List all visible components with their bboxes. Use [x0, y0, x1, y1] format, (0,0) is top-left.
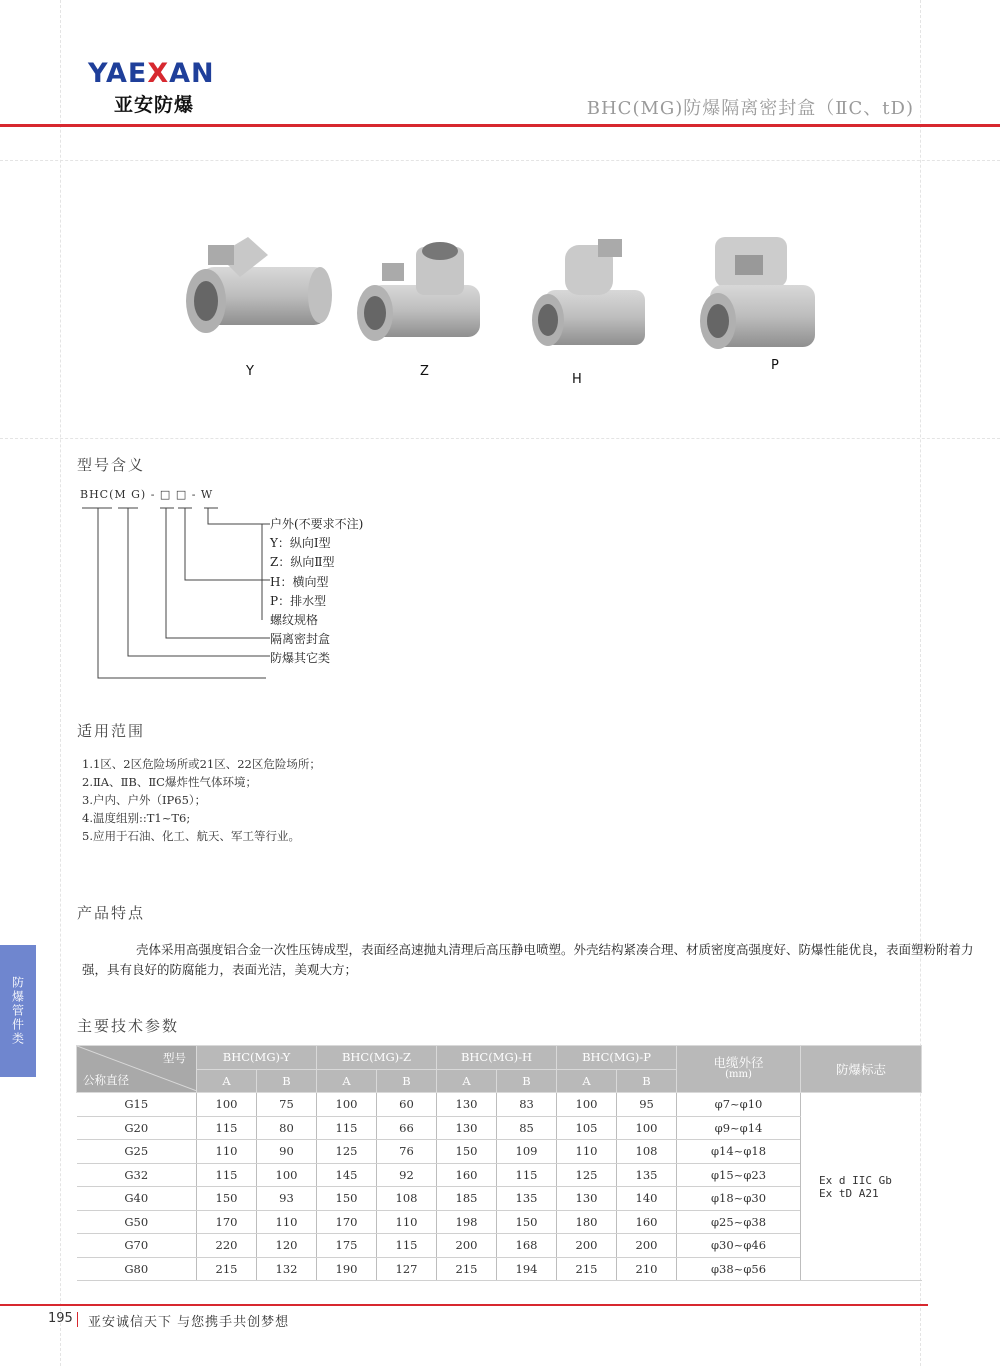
- cable-header-unit: (mm): [725, 1069, 752, 1080]
- table-cell: 200: [437, 1234, 497, 1258]
- model-header: BHC(MG)-Z: [317, 1046, 437, 1070]
- table-cell: 132: [257, 1257, 317, 1281]
- legend-item: 隔离密封盒: [270, 632, 331, 647]
- sub-header-a: A: [557, 1069, 617, 1093]
- table-cell: 108: [617, 1140, 677, 1164]
- cable-header: [677, 1046, 801, 1093]
- table-cell: 115: [317, 1116, 377, 1140]
- table-cell: G25: [77, 1140, 197, 1164]
- document-title: BHC(MG)防爆隔离密封盒（ⅡC、tD): [586, 98, 914, 119]
- table-cell: 66: [377, 1116, 437, 1140]
- table-cell: φ30~φ46: [677, 1234, 801, 1258]
- table-row: [77, 1187, 922, 1211]
- section-title-specs: 主要技术参数: [77, 1017, 180, 1035]
- table-cell: 150: [317, 1187, 377, 1211]
- table-cell: φ7~φ10: [677, 1093, 801, 1117]
- table-row: [77, 1140, 922, 1164]
- scope-item: 4.温度组别::T1~T6;: [82, 811, 191, 825]
- table-row: [77, 1093, 922, 1117]
- table-cell: G40: [77, 1187, 197, 1211]
- model-legend: [270, 515, 363, 669]
- table-cell: 75: [257, 1093, 317, 1117]
- table-cell: φ25~φ38: [677, 1210, 801, 1234]
- table-cell: 140: [617, 1187, 677, 1211]
- section-title-model: 型号含义: [77, 456, 146, 474]
- table-cell: 80: [257, 1116, 317, 1140]
- page-number: 195: [48, 1311, 73, 1326]
- model-header: BHC(MG)-H: [437, 1046, 557, 1070]
- table-cell: 168: [497, 1234, 557, 1258]
- table-row: [77, 1116, 922, 1140]
- legend-item: H：横向型: [270, 574, 329, 589]
- table-cell: 130: [437, 1116, 497, 1140]
- features-text: [82, 940, 982, 980]
- table-cell: 180: [557, 1210, 617, 1234]
- table-cell: 115: [197, 1116, 257, 1140]
- table-cell: φ18~φ30: [677, 1187, 801, 1211]
- table-cell: 215: [557, 1257, 617, 1281]
- footer-slogan: 亚安诚信天下 与您携手共创梦想: [88, 1315, 290, 1330]
- table-cell: G32: [77, 1163, 197, 1187]
- table-cell: 90: [257, 1140, 317, 1164]
- legend-item: P：排水型: [270, 593, 327, 608]
- table-cell: 150: [497, 1210, 557, 1234]
- table-cell: φ14~φ18: [677, 1140, 801, 1164]
- table-cell: 110: [197, 1140, 257, 1164]
- cable-header-label: 电缆外径: [713, 1055, 764, 1070]
- crop-guide: [60, 0, 61, 1366]
- table-cell: φ15~φ23: [677, 1163, 801, 1187]
- corner-bottom-label: 公称直径: [83, 1073, 129, 1087]
- model-header: BHC(MG)-P: [557, 1046, 677, 1070]
- sub-header-b: B: [617, 1069, 677, 1093]
- mark-header: 防爆标志: [801, 1046, 922, 1093]
- section-title-features: 产品特点: [77, 904, 146, 922]
- table-cell: 150: [437, 1140, 497, 1164]
- table-cell: φ9~φ14: [677, 1116, 801, 1140]
- sub-header-b: B: [377, 1069, 437, 1093]
- table-cell: 125: [317, 1140, 377, 1164]
- table-cell: 175: [317, 1234, 377, 1258]
- legend-item: 户外(不要求不注): [270, 517, 364, 531]
- table-cell: G70: [77, 1234, 197, 1258]
- table-cell: 145: [317, 1163, 377, 1187]
- table-cell: 125: [557, 1163, 617, 1187]
- table-cell: 150: [197, 1187, 257, 1211]
- table-cell: 115: [197, 1163, 257, 1187]
- scope-item: 2.ⅡA、ⅡB、ⅡC爆炸性气体环境；: [82, 775, 257, 789]
- table-cell: 185: [437, 1187, 497, 1211]
- scope-item: 5.应用于石油、化工、航天、军工等行业。: [82, 829, 300, 843]
- table-cell: 215: [437, 1257, 497, 1281]
- sub-header-a: A: [437, 1069, 497, 1093]
- table-cell: G80: [77, 1257, 197, 1281]
- logo-chinese: 亚安防爆: [114, 94, 195, 116]
- footer-divider: [77, 1312, 78, 1327]
- table-cell: 160: [437, 1163, 497, 1187]
- table-cell: 110: [557, 1140, 617, 1164]
- table-cell: 76: [377, 1140, 437, 1164]
- table-row: [77, 1163, 922, 1187]
- sub-header-a: A: [197, 1069, 257, 1093]
- table-cell: 108: [377, 1187, 437, 1211]
- table-cell: 135: [497, 1187, 557, 1211]
- fitting-label: Y: [246, 364, 254, 379]
- section-title-scope: 适用范围: [77, 722, 146, 740]
- table-cell: 210: [617, 1257, 677, 1281]
- table-cell: 85: [497, 1116, 557, 1140]
- model-code-diagram: [80, 500, 280, 685]
- table-row: [77, 1234, 922, 1258]
- table-cell: 220: [197, 1234, 257, 1258]
- table-cell: 100: [557, 1093, 617, 1117]
- footer-rule: [0, 1304, 928, 1306]
- sub-header-a: A: [317, 1069, 377, 1093]
- spec-table: [76, 1045, 922, 1281]
- table-cell: 100: [317, 1093, 377, 1117]
- corner-top-label: 型号: [163, 1051, 186, 1065]
- fitting-label: P: [771, 358, 779, 373]
- table-cell: 109: [497, 1140, 557, 1164]
- fitting-z-image: [357, 242, 480, 341]
- crop-guide: [0, 438, 1000, 439]
- legend-item: 防爆其它类: [270, 651, 331, 666]
- table-cell: 92: [377, 1163, 437, 1187]
- logo-text: YAE: [88, 58, 148, 89]
- table-cell: 110: [377, 1210, 437, 1234]
- model-code: BHC(M G) - □ □ - W: [80, 488, 214, 501]
- header-rule: [0, 124, 1000, 127]
- table-cell: 95: [617, 1093, 677, 1117]
- table-cell: 93: [257, 1187, 317, 1211]
- fitting-y-image: [186, 237, 332, 333]
- features-paragraph: 壳体采用高强度铝合金一次性压铸成型，表面经高速抛丸清理后高压静电喷塑。外壳结构紧凑合理、材质密度高强度好、防爆性能优良，表面塑粉附着力强，具有良好的防腐能力，表面光洁，美观大方；: [82, 942, 974, 977]
- table-cell: 135: [617, 1163, 677, 1187]
- table-cell: 194: [497, 1257, 557, 1281]
- table-cell: 190: [317, 1257, 377, 1281]
- table-cell: 170: [197, 1210, 257, 1234]
- table-cell: 100: [617, 1116, 677, 1140]
- logo-wordmark: [88, 58, 215, 89]
- table-cell: 200: [557, 1234, 617, 1258]
- scope-item: 3.户内、户外（IP65）；: [82, 793, 207, 807]
- fitting-h-image: [532, 239, 645, 346]
- table-cell: 170: [317, 1210, 377, 1234]
- table-row: [77, 1210, 922, 1234]
- side-category-tab: 防爆管件类: [0, 945, 36, 1077]
- logo-text: X: [147, 58, 170, 89]
- legend-item: Y：纵向Ⅰ型: [270, 536, 331, 551]
- sub-header-b: B: [497, 1069, 557, 1093]
- table-cell: 110: [257, 1210, 317, 1234]
- sub-header-b: B: [257, 1069, 317, 1093]
- table-cell: G15: [77, 1093, 197, 1117]
- scope-item: 1.1区、2区危险场所或21区、22区危险场所；: [82, 757, 321, 771]
- table-cell: 100: [197, 1093, 257, 1117]
- table-cell: 130: [557, 1187, 617, 1211]
- spec-table-body: [77, 1093, 922, 1281]
- table-cell: 120: [257, 1234, 317, 1258]
- fitting-label: H: [572, 372, 582, 387]
- table-cell: 215: [197, 1257, 257, 1281]
- table-cell: 115: [497, 1163, 557, 1187]
- table-cell: 130: [437, 1093, 497, 1117]
- table-cell: G50: [77, 1210, 197, 1234]
- fitting-p-image: [700, 237, 815, 349]
- table-cell: 100: [257, 1163, 317, 1187]
- model-header: BHC(MG)-Y: [197, 1046, 317, 1070]
- table-cell: 105: [557, 1116, 617, 1140]
- crop-guide: [0, 160, 1000, 161]
- explosion-mark-line: Ex d IIC Gb: [819, 1173, 892, 1187]
- table-cell: φ38~φ56: [677, 1257, 801, 1281]
- table-cell: 83: [497, 1093, 557, 1117]
- table-cell: 160: [617, 1210, 677, 1234]
- table-cell: G20: [77, 1116, 197, 1140]
- explosion-mark-line: Ex tD A21: [819, 1186, 879, 1200]
- explosion-mark-cell: [801, 1093, 922, 1281]
- table-corner-cell: [77, 1046, 197, 1093]
- table-cell: 115: [377, 1234, 437, 1258]
- scope-list: [82, 755, 321, 845]
- table-cell: 127: [377, 1257, 437, 1281]
- table-row: [77, 1257, 922, 1281]
- table-cell: 198: [437, 1210, 497, 1234]
- logo-text: AN: [169, 58, 215, 89]
- product-photos: [170, 225, 870, 395]
- table-cell: 200: [617, 1234, 677, 1258]
- legend-item: 螺纹规格: [270, 613, 319, 628]
- table-cell: 60: [377, 1093, 437, 1117]
- fitting-label: Z: [420, 364, 429, 379]
- legend-item: Z：纵向Ⅱ型: [270, 555, 335, 570]
